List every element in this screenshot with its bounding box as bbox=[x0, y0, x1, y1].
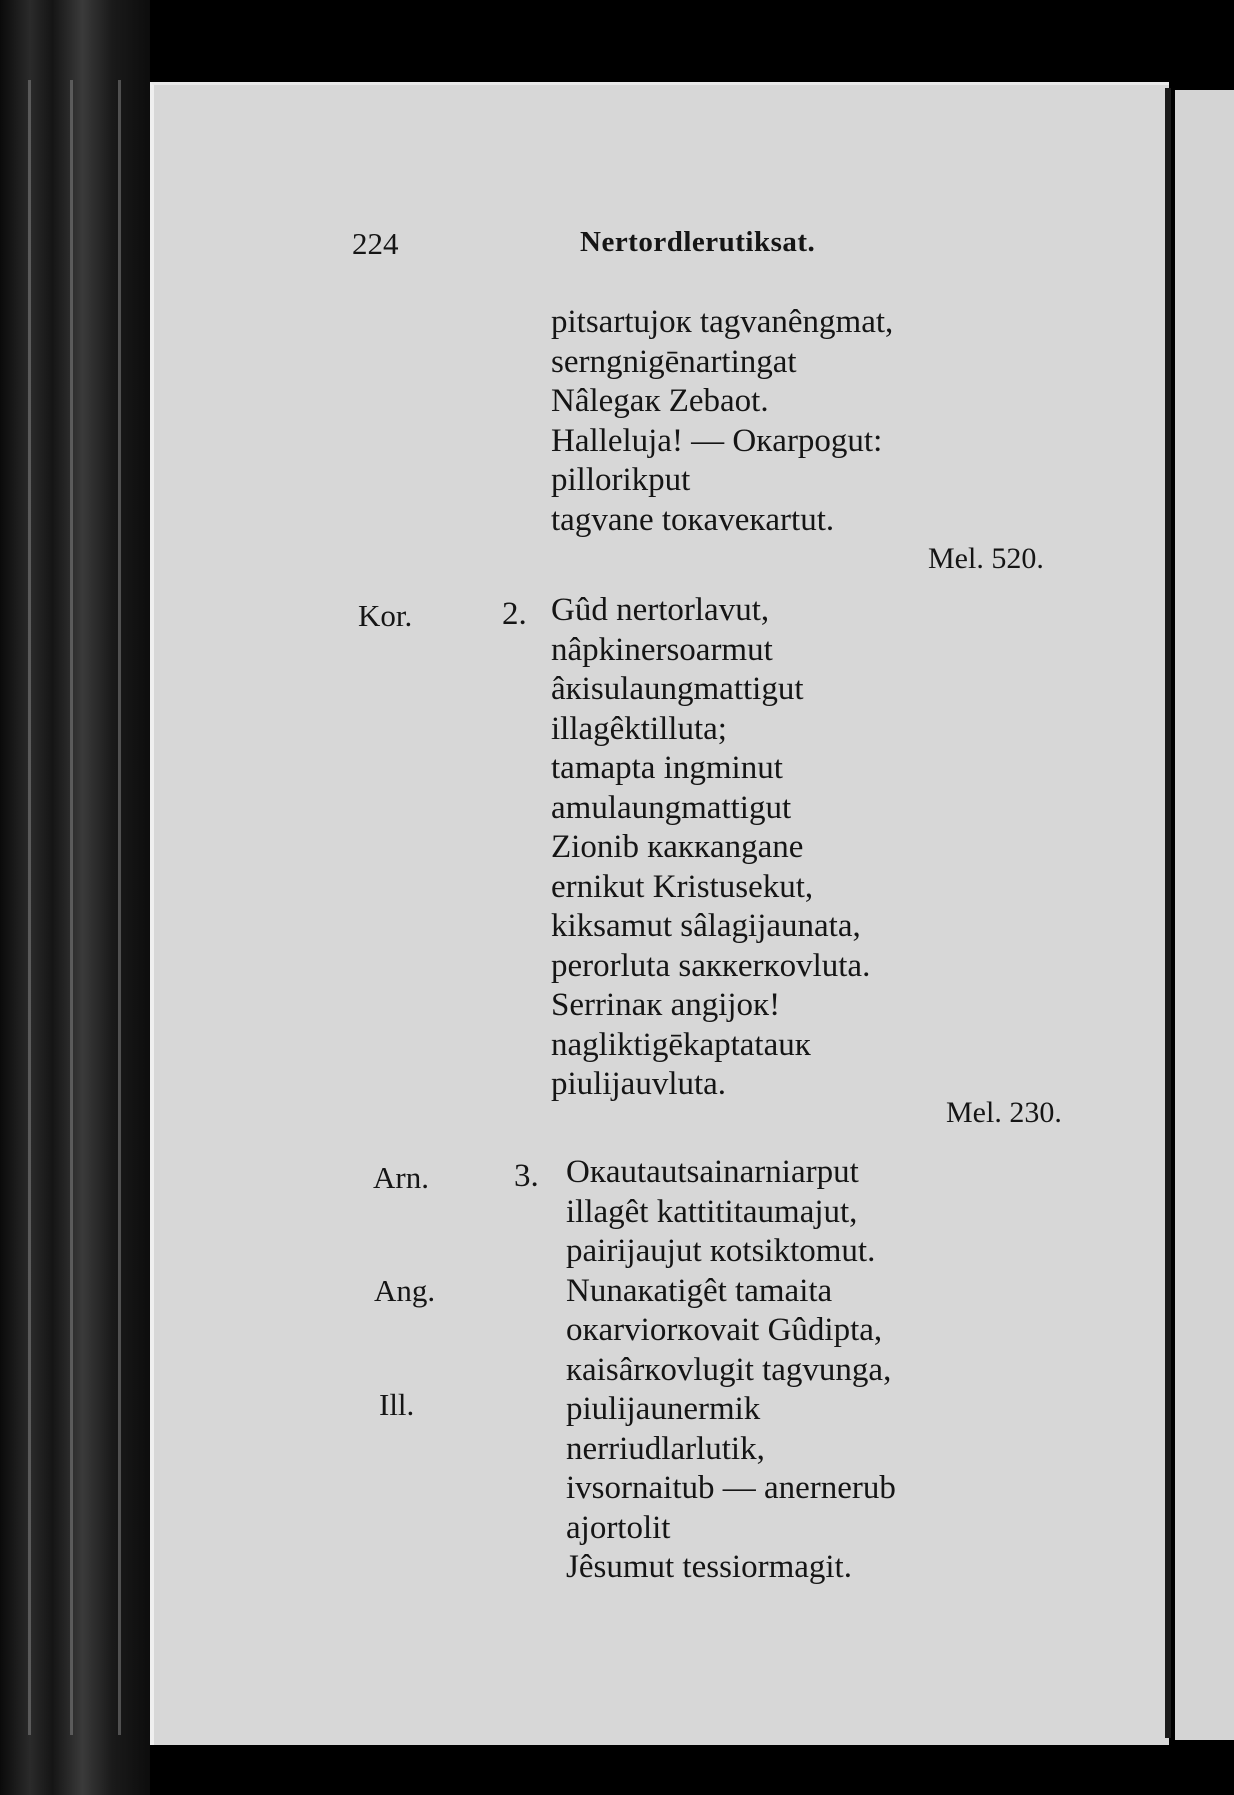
verse-line: oкarviorкovait Gûdipta, bbox=[566, 1312, 883, 1348]
verse-line: Jêsumut tessiormagit. bbox=[566, 1549, 852, 1585]
side-label-ang: Ang. bbox=[374, 1273, 436, 1308]
page-number: 224 bbox=[352, 226, 399, 261]
facing-page-edge bbox=[1175, 90, 1234, 1740]
verse-line: ivsornaitub — anernerub bbox=[566, 1470, 896, 1506]
verse-line: tamapta ingminut bbox=[551, 750, 783, 786]
verse-line: Nunaкatigêt tamaita bbox=[566, 1272, 833, 1309]
book-spine bbox=[0, 0, 150, 1795]
verse-line: illagêt kattititaumajut, bbox=[566, 1193, 858, 1230]
verse-line: piulijauvluta. bbox=[551, 1066, 727, 1102]
stanza-3 bbox=[566, 1153, 896, 1588]
melody-reference: Mel. 520. bbox=[928, 542, 1044, 575]
verse-line: ajortolit bbox=[566, 1509, 671, 1546]
spine-edge-line bbox=[70, 80, 73, 1735]
verse-line: nerriudlarlutik, bbox=[566, 1430, 765, 1467]
verse-line: Zionib кaккangane bbox=[551, 829, 804, 865]
verse-line: pitsartujoк tagvanêngmat, bbox=[551, 304, 894, 340]
verse-line: piulijaunermik bbox=[566, 1391, 761, 1427]
verse-number: 3. bbox=[514, 1158, 539, 1194]
page-gutter bbox=[1165, 88, 1171, 1738]
running-title: Nertordlerutiksat. bbox=[580, 226, 816, 258]
verse-line: кaisârкovlugit tagvunga, bbox=[566, 1351, 892, 1388]
verse-line: Oкautautsainarniarput bbox=[566, 1154, 859, 1190]
side-label-arn: Arn. bbox=[373, 1160, 429, 1195]
verse-line: kiksamut sâlagijaunata, bbox=[551, 908, 861, 944]
verse-line: Gûd nertorlavut, bbox=[551, 592, 770, 628]
verse-line: tagvane toкaveкartut. bbox=[551, 501, 835, 538]
verse-number: 2. bbox=[502, 596, 527, 632]
verse-line: serngnigēnartingat bbox=[551, 343, 797, 380]
verse-line: Serrinaк angijoк! bbox=[551, 987, 781, 1023]
spine-edge-line bbox=[28, 80, 31, 1735]
verse-line: nagliktigēkaptatauк bbox=[551, 1026, 811, 1063]
stanza-1-continued bbox=[551, 303, 893, 540]
melody-reference: Mel. 230. bbox=[946, 1096, 1062, 1129]
verse-line: amulaungmattigut bbox=[551, 789, 792, 826]
verse-line: nâpkinersoarmut bbox=[551, 631, 773, 668]
verse-line: Nâlegaк Zebaot. bbox=[551, 383, 769, 419]
side-label-ill: Ill. bbox=[379, 1387, 415, 1422]
verse-line: illagêktilluta; bbox=[551, 710, 727, 747]
verse-line: pairijaujut кotsiktomut. bbox=[566, 1233, 876, 1269]
stanza-2 bbox=[551, 591, 870, 1105]
spine-edge-line bbox=[118, 80, 121, 1735]
side-label-kor: Kor. bbox=[358, 598, 413, 633]
verse-line: Halleluja! — Oкarpogut: bbox=[551, 422, 883, 459]
verse-line: âкisulaungmattigut bbox=[551, 671, 804, 707]
verse-line: ernikut Kristusekut, bbox=[551, 868, 814, 905]
verse-line: pillorikput bbox=[551, 462, 691, 498]
verse-line: perorluta saккerкovluta. bbox=[551, 947, 871, 984]
